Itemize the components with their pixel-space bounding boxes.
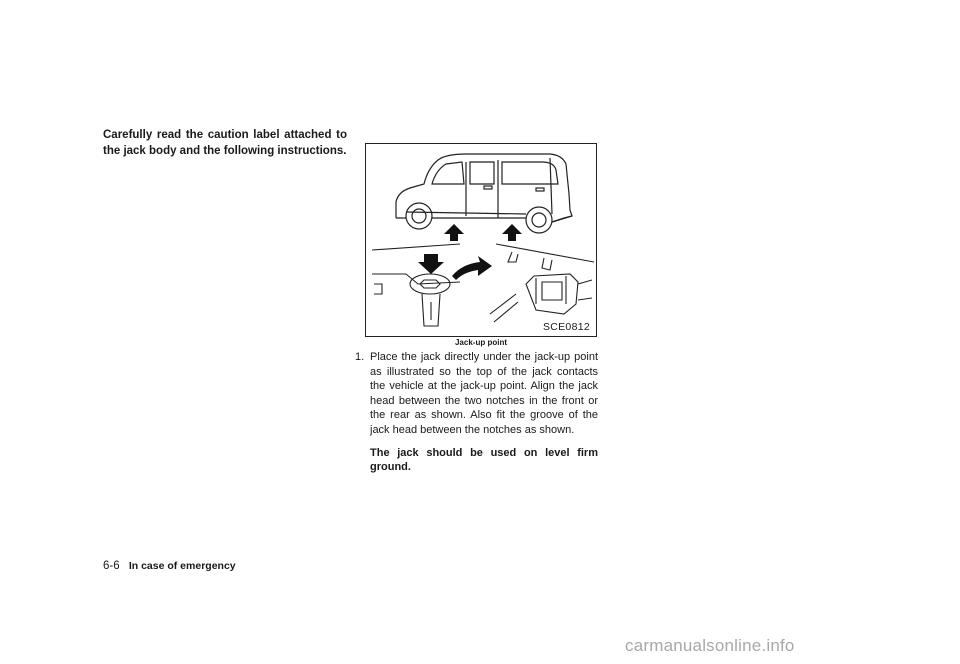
caution-paragraph: Carefully read the caution label attached to the jack body and the following instructions. — [103, 129, 347, 157]
page-footer — [103, 560, 236, 572]
step-text: Place the jack directly under the jack-up point as illustrated so the top of the jack contacts the vehicle at the jack-up point. Align the jack head between the two notches in the front or the rear as shown. Also fit the groove of the jack head between the notches as shown. — [370, 351, 598, 436]
step-note: The jack should be used on level firm ground. — [370, 446, 598, 474]
page-number: 6-6 — [103, 560, 120, 572]
section-title: In case of emergency — [128, 560, 236, 572]
jack-up-illustration — [365, 143, 597, 337]
figure-code: SCE0812 — [542, 321, 590, 333]
instruction-step-1 — [355, 350, 598, 475]
jack-up-drawing — [366, 144, 598, 338]
figure-caption: Jack-up point — [454, 338, 507, 347]
site-watermark: carmanualsonline.info — [625, 636, 795, 655]
step-number: 1. — [355, 351, 365, 363]
